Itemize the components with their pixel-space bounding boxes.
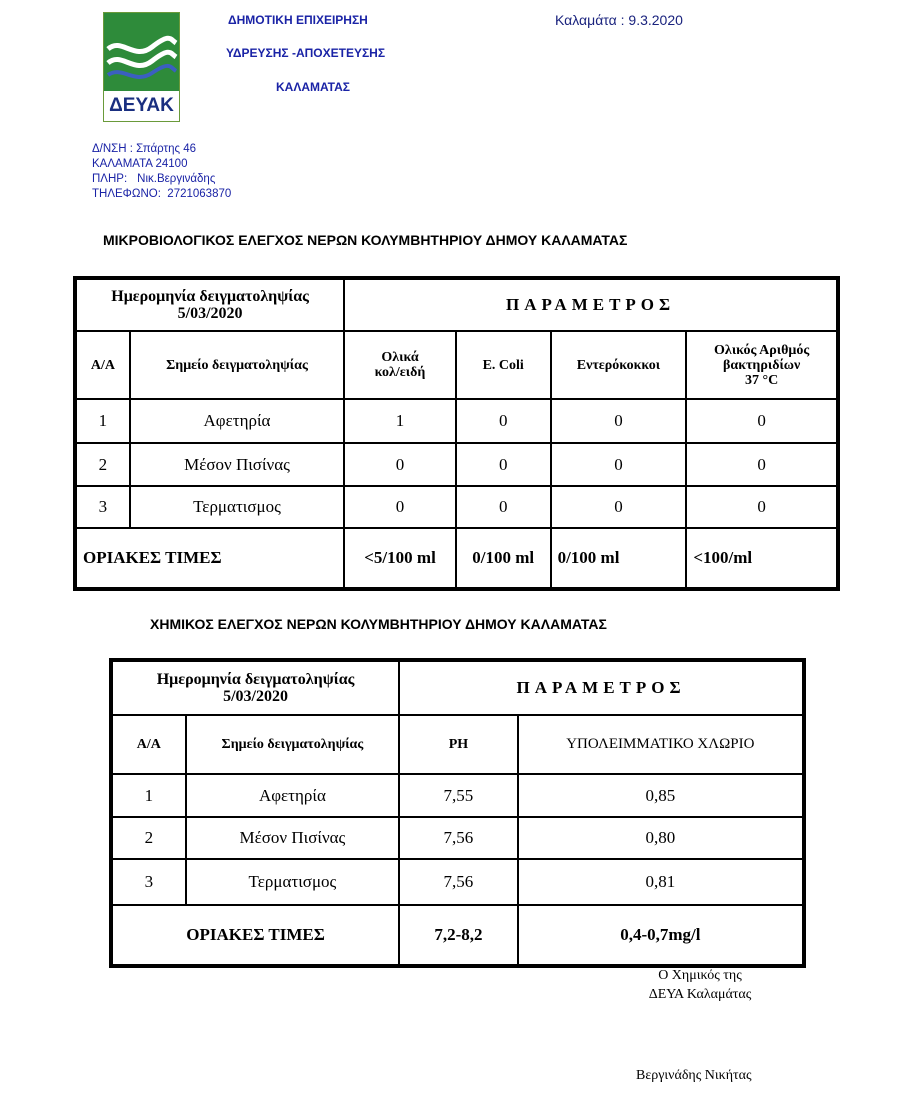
date-label: Καλαμάτα : [555, 12, 625, 28]
table-row: 3 Τερματισμος 0 0 0 0 [76, 486, 837, 528]
logo-text: ΔΕΥΑΚ [109, 95, 174, 116]
col-enterococci: Εντερόκοκκοι [551, 331, 687, 399]
micro-table [75, 278, 838, 589]
micro-title: ΜΙΚΡΟΒΙΟΛΟΓΙΚΟΣ ΕΛΕΓΧΟΣ ΝΕΡΩΝ ΚΟΛΥΜΒΗΤΗΡΙΟΥ ΔΗΜΟΥ ΚΑΛΑΜΑΤΑΣ [103, 232, 628, 248]
address-city: ΚΑΛΑΜΑΤΑ 24100 [92, 158, 188, 170]
date-value: 9.3.2020 [628, 12, 683, 28]
address-line: Δ/ΝΣΗ : Σπάρτης 46 [92, 143, 197, 155]
limits-row: ΟΡΙΑΚΕΣ ΤΙΜΕΣ <5/100 ml 0/100 ml 0/100 ml <100/ml [76, 528, 837, 588]
parameter-header: ΠΑΡΑΜΕΤΡΟΣ [344, 279, 837, 331]
wave-icon [104, 13, 179, 93]
table-row: 1 Αφετηρία 1 0 0 0 [76, 399, 837, 443]
logo-label-area [104, 91, 179, 121]
chem-table [111, 660, 804, 966]
contact-person: ΠΛΗΡ: Νικ.Βεργινάδης [92, 173, 216, 185]
table-row: 3 Τερματισμος 7,56 0,81 [112, 859, 803, 905]
signature-name: Βεργινάδης Νικήτας [636, 1068, 752, 1083]
col-total-coliforms: Ολικά κολ/ειδή [344, 331, 456, 399]
address-block [92, 142, 231, 202]
col-sample-point: Σημείο δειγματοληψίας [186, 715, 399, 774]
phone-number: ΤΗΛΕΦΩΝΟ: 2721063870 [92, 188, 232, 200]
table-row: 1 Αφετηρία 7,55 0,85 [112, 774, 803, 817]
col-aa: Α/Α [112, 715, 186, 774]
col-ecoli: E. Coli [456, 331, 551, 399]
col-ph: PH [399, 715, 518, 774]
parameter-header: ΠΑΡΑΜΕΤΡΟΣ [399, 661, 803, 715]
document-date [555, 12, 683, 28]
sample-date-cell: Ημερομηνία δειγματοληψίας 5/03/2020 [112, 661, 399, 715]
chem-title: ΧΗΜΙΚΟΣ ΕΛΕΓΧΟΣ ΝΕΡΩΝ ΚΟΛΥΜΒΗΤΗΡΙΟΥ ΔΗΜΟΥ ΚΑΛΑΜΑΤΑΣ [150, 616, 607, 632]
org-name-line3: ΚΑΛΑΜΑΤΑΣ [276, 80, 350, 94]
col-total-bacteria: Ολικός Αριθμός βακτηριδίων 37 °C [686, 331, 837, 399]
table-row: 2 Μέσον Πισίνας 7,56 0,80 [112, 817, 803, 859]
org-name-line2: ΥΔΡΕΥΣΗΣ -ΑΠΟΧΕΤΕΥΣΗΣ [226, 46, 386, 60]
sample-date-cell: Ημερομηνία δειγματοληψίας 5/03/2020 [76, 279, 344, 331]
table-row: 2 Μέσον Πισίνας 0 0 0 0 [76, 443, 837, 486]
company-logo [103, 12, 180, 122]
col-aa: Α/Α [76, 331, 130, 399]
org-name-line1: ΔΗΜΟΤΙΚΗ ΕΠΙΧΕΙΡΗΣΗ [228, 13, 368, 27]
limits-label: ΟΡΙΑΚΕΣ ΤΙΜΕΣ [112, 905, 399, 965]
limits-row: ΟΡΙΑΚΕΣ ΤΙΜΕΣ 7,2-8,2 0,4-0,7mg/l [112, 905, 803, 965]
limits-label: ΟΡΙΑΚΕΣ ΤΙΜΕΣ [76, 528, 344, 588]
col-residual-chlorine: ΥΠΟΛΕΙΜΜΑΤΙΚΟ ΧΛΩΡΙΟ [518, 715, 803, 774]
col-sample-point: Σημείο δειγματοληψίας [130, 331, 344, 399]
signature-title: Ο Χημικός της ΔΕΥΑ Καλαμάτας [648, 968, 752, 1002]
